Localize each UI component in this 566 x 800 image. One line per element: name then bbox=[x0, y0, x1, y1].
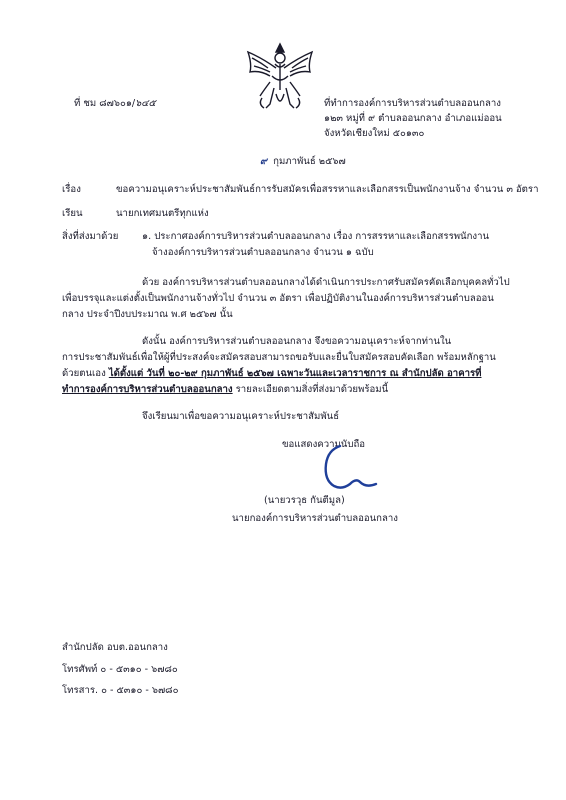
enclosure-line-1: ๑. ประกาศองค์การบริหารส่วนตำบลออนกลาง เรื่อง การสรรหาและเลือกสรรพนักงาน bbox=[142, 231, 490, 242]
enclosure-label: สิ่งที่ส่งมาด้วย bbox=[62, 231, 119, 242]
paragraph-1-line-1: ด้วย องค์การบริหารส่วนตำบลออนกลางได้ดำเนินการประกาศรับสมัครคัดเลือกบุคคลทั่วไป bbox=[142, 277, 510, 288]
paragraph-2-line-2: การประชาสัมพันธ์เพื่อให้ผู้ที่ประสงค์จะสมัครสอบสามารถขอรับและยื่นใบสมัครสอบคัดเลือก พร้อมหลักฐาน bbox=[62, 352, 496, 363]
recipient-text: นายกเทศมนตรีทุกแห่ง bbox=[116, 208, 209, 219]
paragraph-3: จึงเรียนมาเพื่อขอความอนุเคราะห์ประชาสัมพันธ์ bbox=[142, 411, 340, 422]
signer-position: นายกองค์การบริหารส่วนตำบลออนกลาง bbox=[232, 513, 398, 524]
paragraph-1-line-3: กลาง ประจำปีงบประมาณ พ.ศ ๒๕๖๗ นั้น bbox=[62, 309, 233, 320]
closing-salutation: ขอแสดงความนับถือ bbox=[282, 439, 366, 450]
footer-office: สำนักปลัด อบต.ออนกลาง bbox=[62, 642, 168, 653]
paragraph-1-line-2: เพื่อบรรจุและแต่งตั้งเป็นพนักงานจ้างทั่วไป จำนวน ๓ อัตรา เพื่อปฏิบัติงานในองค์การบริหารส่วนตำบลออน bbox=[62, 293, 494, 304]
letter-date: ๙ กุมภาพันธ์ ๒๕๖๗ bbox=[260, 156, 346, 167]
footer-phone: โทรศัพท์ ๐ - ๕๓๑๐ - ๖๗๘๐ bbox=[62, 664, 178, 675]
footer-fax: โทรสาร. ๐ - ๕๓๑๐ - ๖๗๘๐ bbox=[62, 685, 179, 696]
sender-address-line-1: ที่ทำการองค์การบริหารส่วนตำบลออนกลาง bbox=[324, 98, 501, 109]
garuda-emblem-icon bbox=[240, 38, 320, 118]
signature-icon bbox=[310, 440, 380, 500]
signer-name: (นายวรวุธ กันตีมูล) bbox=[264, 495, 345, 506]
sender-address-line-2: ๑๒๓ หมู่ที่ ๙ ตำบลออนกลาง อำเภอแม่ออน bbox=[324, 113, 502, 124]
sender-address-line-3: จังหวัดเชียงใหม่ ๕๐๑๓๐ bbox=[324, 128, 425, 139]
paragraph-2-line-1: ดังนั้น องค์การบริหารส่วนตำบลออนกลาง จึงขอความอนุเคราะห์จากท่านใน bbox=[142, 336, 452, 347]
office-location-highlight: ทำการองค์การบริหารส่วนตำบลออนกลาง bbox=[62, 384, 233, 395]
subject-label: เรื่อง bbox=[62, 184, 81, 195]
enclosure-line-2: จ้างองค์การบริหารส่วนตำบลออนกลาง จำนวน ๑ ฉบับ bbox=[152, 247, 374, 258]
subject-text: ขอความอนุเคราะห์ประชาสัมพันธ์การรับสมัครเพื่อสรรหาและเลือกสรรเป็นพนักงานจ้าง จำนวน ๓ อัตรา bbox=[116, 184, 539, 195]
application-period-highlight: ได้ตั้งแต่ วันที่ ๒๐-๒๙ กุมภาพันธ์ ๒๕๖๗ เฉพาะวันและเวลาราชการ ณ สำนักปลัด อาคารที่ bbox=[108, 368, 482, 379]
recipient-label: เรียน bbox=[62, 208, 83, 219]
paragraph-2-line-3: ด้วยตนเอง ได้ตั้งแต่ วันที่ ๒๐-๒๙ กุมภาพันธ์ ๒๕๖๗ เฉพาะวันและเวลาราชการ ณ สำนักปลัด อาคารที่ bbox=[62, 368, 482, 379]
ref-number: ที่ ชม ๘๗๖๐๑/๖๔๕ bbox=[74, 98, 156, 109]
paragraph-2-line-4: ทำการองค์การบริหารส่วนตำบลออนกลาง รายละเอียดตามสิ่งที่ส่งมาด้วยพร้อมนี้ bbox=[62, 384, 389, 395]
